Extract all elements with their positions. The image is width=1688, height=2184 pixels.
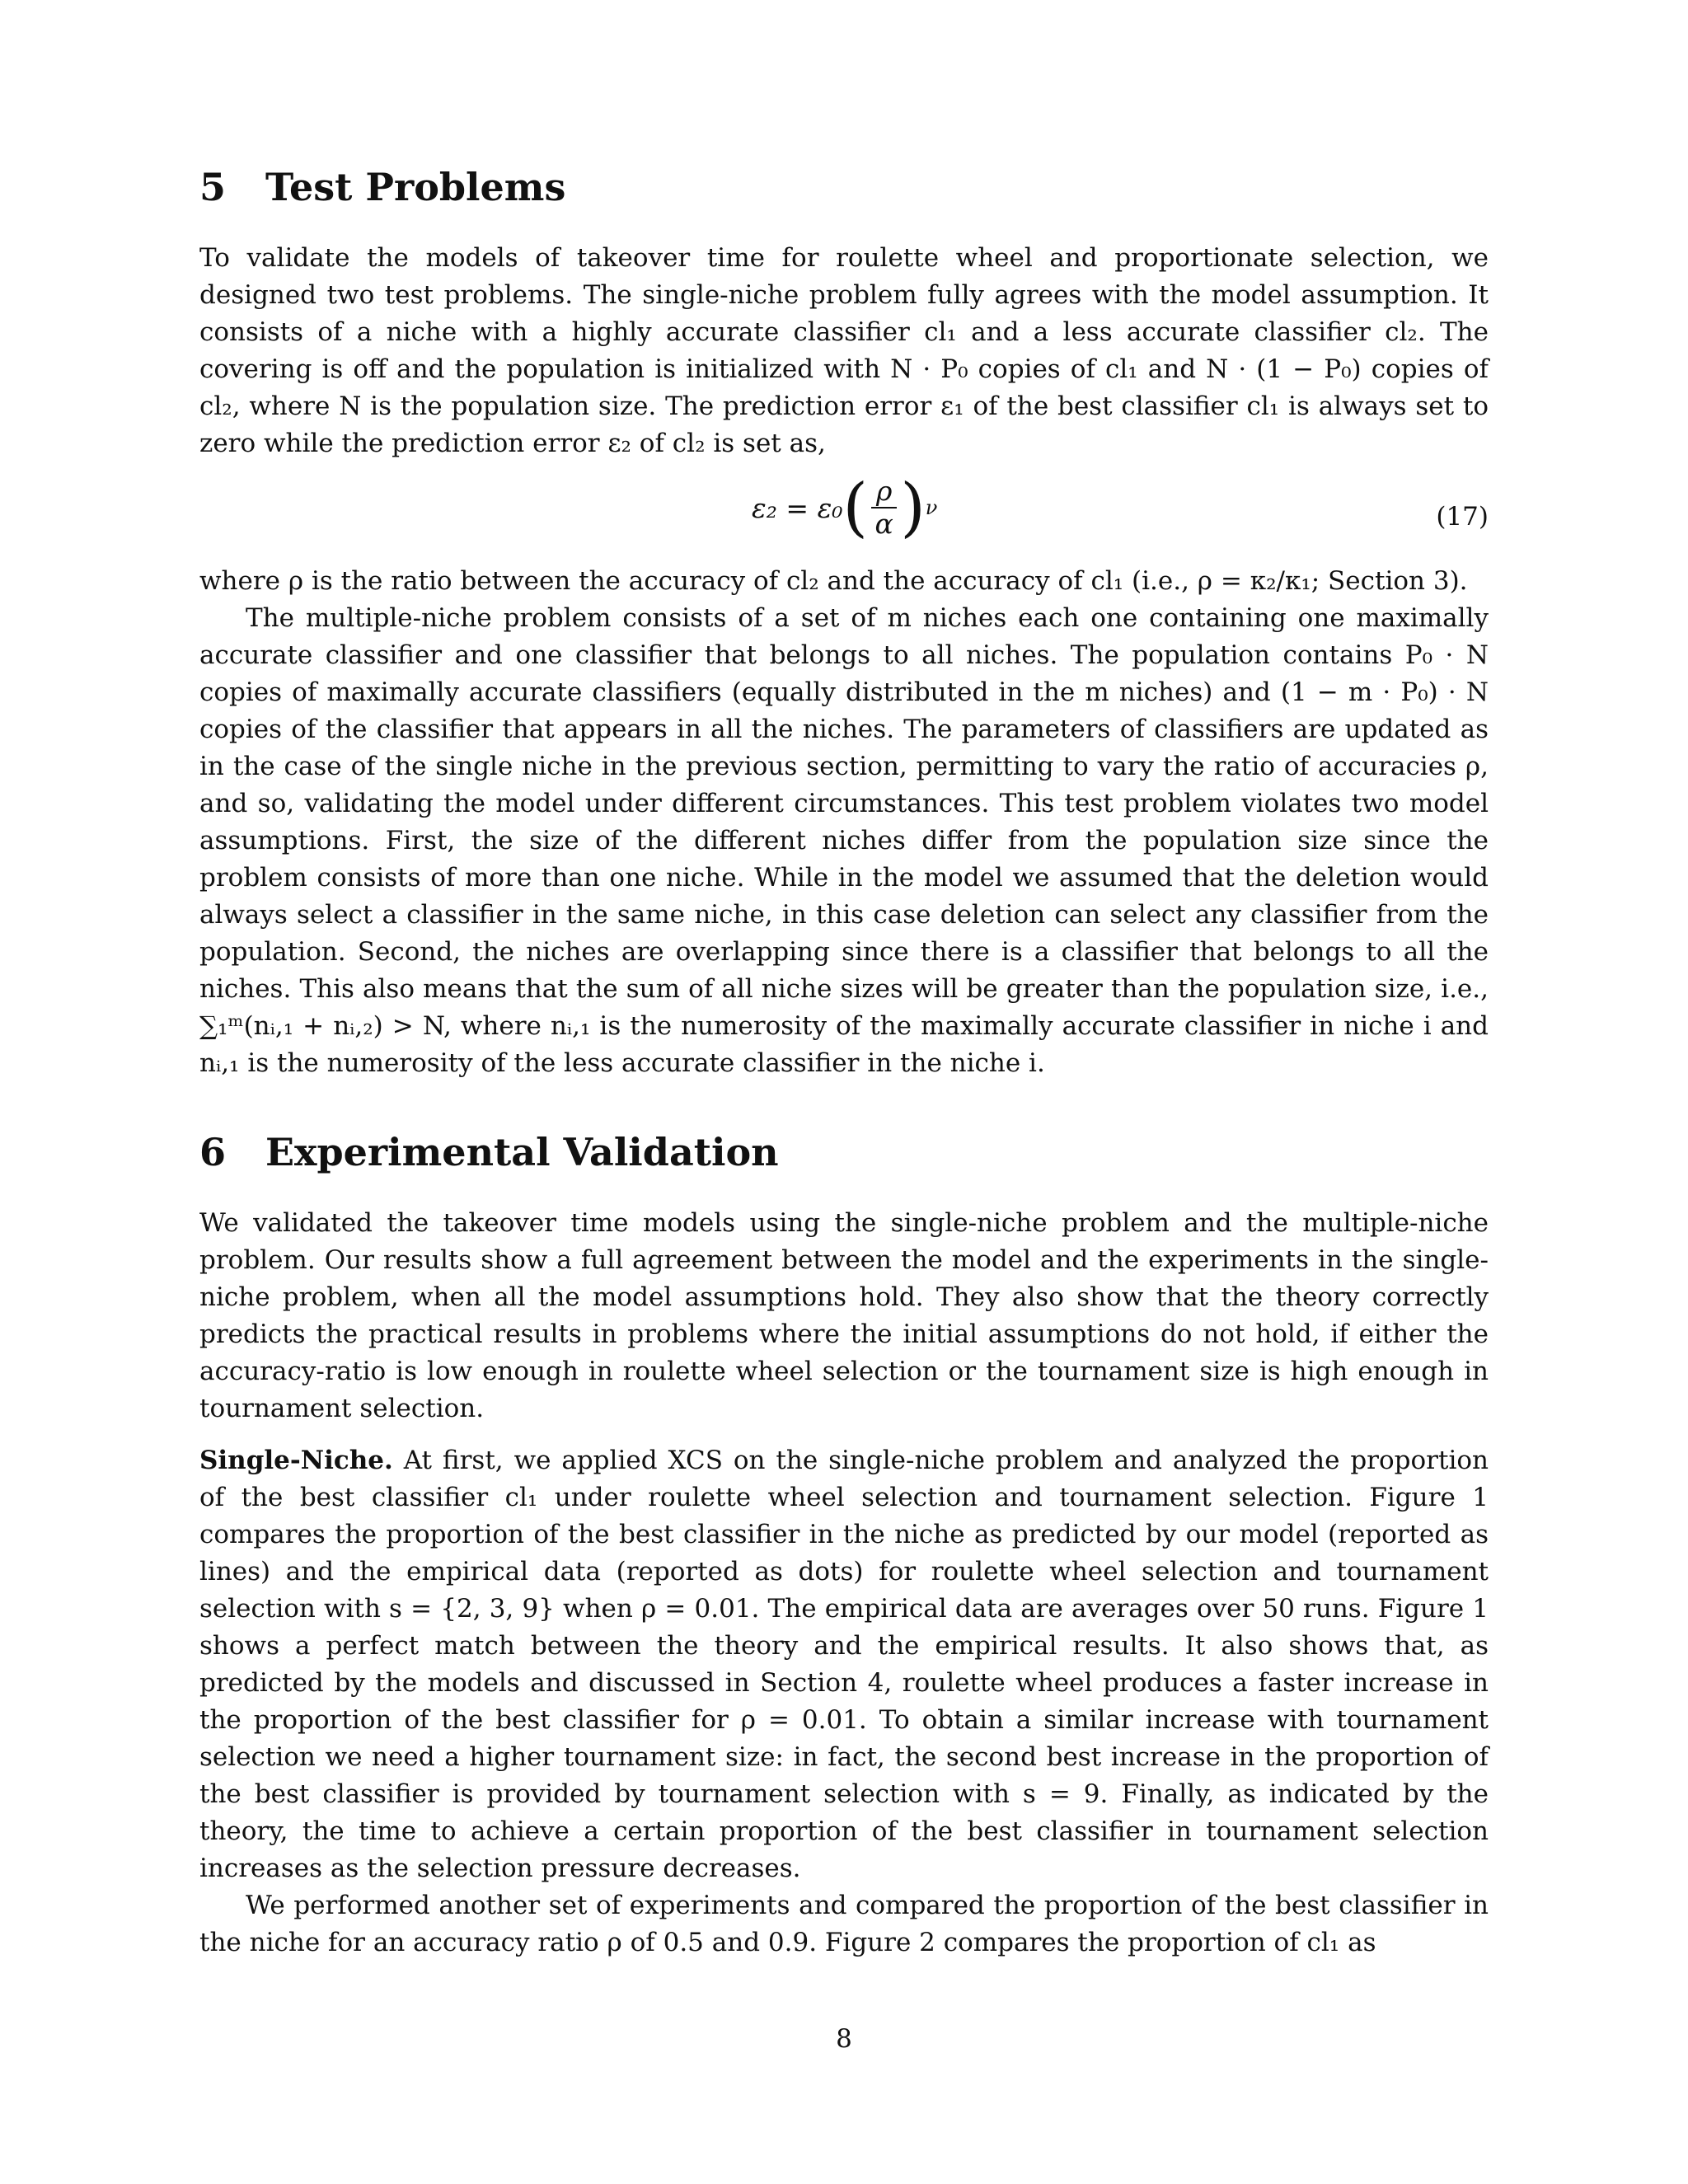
paragraph: The multiple-niche problem consists of a set of m niches each one containing one maximally accurate classifier and one classifier that belongs to all niches. The population contains P₀ · N copies of maximally accurate classifiers (equally distributed in the m niches) and (1 − m · P₀) · N copies of the classifier that appears in all the niches. The parameters of classifiers are updated as in the case of the single niche in the previous section, permitting to vary the ratio of accuracies ρ, and so, validating the model under different circumstances. This test problem violates two model assumptions. First, the size of the different niches differ from the population size since the problem consists of more than one niche. While in the model we assumed that the deletion would always select a classifier in the same niche, in this case deletion can select any classifier from the population. Second, the niches are overlapping since there is a classifier that belongs to all the niches. This also means that the sum of all niche sizes will be greater than the population size, i.e., ∑₁ᵐ(nᵢ,₁ + nᵢ,₂) > N, where nᵢ,₁ is the numerosity of the maximally accurate classifier in niche i and nᵢ,₁ is the numerosity of the less accurate classifier in the niche i.: [199, 603, 1489, 1079]
paragraph: We performed another set of experiments and compared the proportion of the best classifier in the niche for an accuracy ratio ρ of 0.5 and 0.9. Figure 2 compares the proportion of cl₁ as: [199, 1891, 1489, 1958]
section-number: 5: [199, 165, 227, 209]
equation-body: [752, 471, 938, 546]
section-number: 6: [199, 1130, 227, 1175]
section-title: Test Problems: [265, 165, 566, 209]
fraction-denominator: α: [874, 508, 893, 541]
paragraph-heading: Single-Niche.: [199, 1446, 393, 1476]
equation-17: [199, 471, 1489, 563]
fraction: [871, 476, 897, 540]
equation-label: (17): [1436, 502, 1489, 532]
left-paren: (: [842, 471, 868, 546]
page-number: 8: [836, 2024, 852, 2054]
section-6-heading: [199, 1130, 1489, 1175]
fraction-numerator: ρ: [871, 476, 897, 509]
paragraph: We validated the takeover time models using the single-niche problem and the multiple-niche problem. Our results show a full agreement between the model and the experiments in the single-niche problem, when all the model assumptions hold. They also show that the theory correctly predicts the practical results in problems where the initial assumptions do not hold, if either the accuracy-ratio is low enough in roulette wheel selection or the tournament size is high enough in tournament selection.: [199, 1208, 1489, 1424]
section-5-heading: [199, 165, 1489, 210]
paragraph: where ρ is the ratio between the accuracy of cl₂ and the accuracy of cl₁ (i.e., ρ = κ₂/κ₁; Section 3).: [199, 566, 1468, 597]
paragraph: To validate the models of takeover time for roulette wheel and proportionate selection, we designed two test problems. The single-niche problem fully agrees with the model assumption. It consists of a niche with a highly accurate classifier cl₁ and a less accurate classifier cl₂. The covering is off and the population is initialized with N · P₀ copies of cl₁ and N · (1 − P₀) copies of cl₂, where N is the population size. The prediction error ε₁ of the best classifier cl₁ is always set to zero while the prediction error ε₂ of cl₂ is set as,: [199, 243, 1489, 459]
paragraph-text: At first, we applied XCS on the single-niche problem and analyzed the proportion of the best classifier cl₁ under roulette wheel selection and tournament selection. Figure 1 compares the proportion of the best classifier in the niche as predicted by our model (reported as lines) and the empirical data (reported as dots) for roulette wheel selection and tournament selection with s = {2, 3, 9} when ρ = 0.01. The empirical data are averages over 50 runs. Figure 1 shows a perfect match between the theory and the empirical results. It also shows that, as predicted by the models and discussed in Section 4, roulette wheel produces a faster increase in the proportion of the best classifier for ρ = 0.01. To obtain a similar increase with tournament selection we need a higher tournament size: in fact, the second best increase in the proportion of the best classifier is provided by tournament selection with s = 9. Finally, as indicated by the theory, the time to achieve a certain proportion of the best classifier in tournament selection increases as the selection pressure decreases.: [199, 1446, 1489, 1884]
equation-exponent: ν: [925, 496, 938, 520]
section-title: Experimental Validation: [265, 1130, 779, 1175]
equation-lhs: ε₂ = ε₀: [752, 491, 843, 524]
paragraph: [199, 1442, 1489, 1887]
page-body: [199, 165, 1489, 1961]
right-paren: ): [900, 471, 926, 546]
